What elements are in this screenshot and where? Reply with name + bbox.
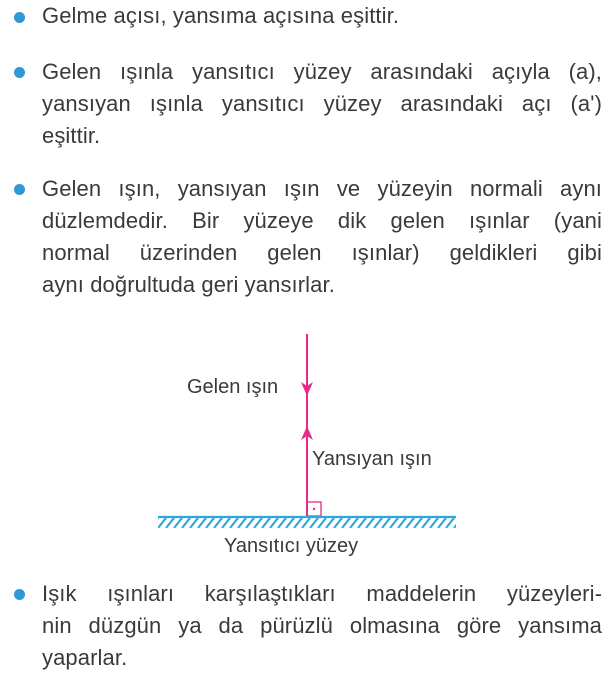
hatch-stroke [182, 518, 190, 528]
hatch-stroke [390, 518, 398, 528]
text-line: yansıyan ışınla yansıtıcı yüzey arasındaki açı (a') [42, 91, 602, 116]
hatch-stroke [150, 518, 158, 528]
bullet-dot [14, 12, 25, 23]
surface-label: Yansıtıcı yüzey [224, 535, 359, 557]
hatch-stroke [454, 518, 462, 528]
right-angle-dot [313, 508, 315, 510]
hatch-stroke [230, 518, 238, 528]
text-line: eşittir. [42, 123, 101, 148]
hatch-stroke [398, 518, 406, 528]
hatch-stroke [294, 518, 302, 528]
hatch-stroke [174, 518, 182, 528]
bullet-dot [14, 67, 25, 78]
hatch-stroke [350, 518, 358, 528]
hatch-stroke [310, 518, 318, 528]
bullet-text-2 [42, 56, 602, 152]
hatch-stroke [270, 518, 278, 528]
bullet-dot [14, 589, 25, 600]
hatch-stroke [158, 518, 166, 528]
hatch-stroke [190, 518, 198, 528]
hatch-stroke [278, 518, 286, 528]
hatch-stroke [262, 518, 270, 528]
hatch-stroke [470, 518, 478, 528]
hatch-stroke [358, 518, 366, 528]
hatch-stroke [326, 518, 334, 528]
bullet-text-3 [42, 173, 602, 301]
bullet-text-1 [42, 0, 602, 32]
text-line: düzlemdedir. Bir yüzeye dik gelen ışınlar (yani [42, 208, 602, 233]
surface-hatching [150, 518, 478, 528]
bullet-dot [14, 184, 25, 195]
reflected-ray-label: Yansıyan ışın [312, 448, 432, 470]
hatch-stroke [430, 518, 438, 528]
text-line: Işık ışınları karşılaştıkları maddelerin yüzeyleri- [42, 581, 602, 606]
hatch-stroke [238, 518, 246, 528]
hatch-stroke [462, 518, 470, 528]
text-line: Gelme açısı, yansıma açısına eşittir. [42, 3, 400, 28]
hatch-stroke [422, 518, 430, 528]
text-line: yaparlar. [42, 645, 128, 670]
hatch-stroke [366, 518, 374, 528]
hatch-stroke [438, 518, 446, 528]
text-line: nin düzgün ya da pürüzlü olmasına göre yansıma [42, 613, 602, 638]
hatch-stroke [302, 518, 310, 528]
text-line: Gelen ışınla yansıtıcı yüzey arasındaki açıyla (a), [42, 59, 602, 84]
hatch-stroke [246, 518, 254, 528]
bullet-text-4 [42, 578, 602, 674]
reflection-diagram-svg [0, 330, 611, 565]
hatch-stroke [334, 518, 342, 528]
hatch-stroke [374, 518, 382, 528]
hatch-stroke [198, 518, 206, 528]
hatch-stroke [254, 518, 262, 528]
hatch-stroke [406, 518, 414, 528]
hatch-stroke [286, 518, 294, 528]
reflection-diagram [0, 330, 611, 565]
hatch-stroke [222, 518, 230, 528]
text-line: Gelen ışın, yansıyan ışın ve yüzeyin normali aynı [42, 176, 602, 201]
hatch-stroke [446, 518, 454, 528]
hatch-stroke [414, 518, 422, 528]
incoming-ray-label: Gelen ışın [187, 376, 279, 398]
hatch-stroke [342, 518, 350, 528]
hatch-stroke [206, 518, 214, 528]
hatch-stroke [382, 518, 390, 528]
hatch-stroke [166, 518, 174, 528]
hatch-stroke [318, 518, 326, 528]
text-line: aynı doğrultuda geri yansırlar. [42, 272, 335, 297]
text-line: normal üzerinden gelen ışınlar) geldikleri gibi [42, 240, 602, 265]
hatch-stroke [214, 518, 222, 528]
